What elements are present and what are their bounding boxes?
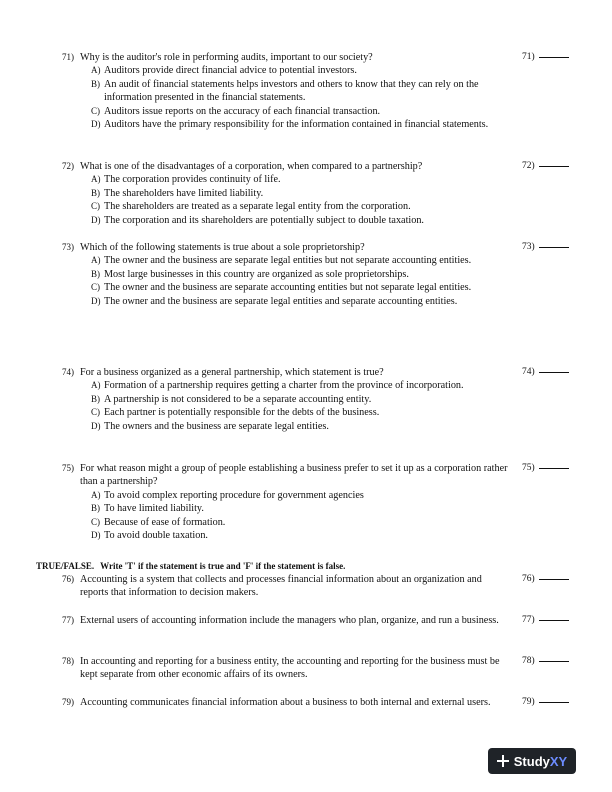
- option-c: C) The shareholders are treated as a separate legal entity from the corporation.: [91, 201, 411, 213]
- question-75: [62, 462, 512, 542]
- section-title: TRUE/FALSE.: [36, 561, 95, 571]
- question-stem: Which of the following statements is true about a sole proprietorship?: [80, 242, 365, 253]
- option-b: B) A partnership is not considered to be a separate accounting entity.: [91, 393, 372, 405]
- option-a: A) The owner and the business are separate legal entities but not separate accounting entities.: [91, 255, 472, 267]
- logo-brand-accent: XY: [549, 753, 568, 769]
- answer-blank-79[interactable]: 79): [522, 697, 569, 707]
- question-stem: In accounting and reporting for a business entity, the accounting and reporting for the business must be kept separate from other economic affairs of its owners.: [80, 656, 500, 681]
- option-b: B) The shareholders have limited liability.: [91, 187, 264, 199]
- option-a: A) To avoid complex reporting procedure for government agencies: [91, 489, 364, 501]
- answer-blank-72[interactable]: 72): [522, 161, 569, 171]
- logo-brand-main: Study: [513, 753, 550, 769]
- option-d: D) The owners and the business are separate legal entities.: [91, 420, 329, 432]
- option-d: D) The corporation and its shareholders are potentially subject to double taxation.: [91, 214, 424, 226]
- question-number: 79): [62, 697, 74, 707]
- option-b: B) An audit of financial statements helps investors and others to know that they can rely on the information presented in the financial statements.: [91, 78, 479, 104]
- option-c: C) Auditors issue reports on the accuracy of each financial transaction.: [91, 105, 381, 117]
- question-number: 73): [62, 242, 74, 252]
- question-78: [62, 655, 512, 682]
- section-heading: [36, 561, 345, 571]
- question-number: 76): [62, 574, 74, 584]
- question-stem: What is one of the disadvantages of a corporation, when compared to a partnership?: [80, 161, 423, 172]
- option-d: D) To avoid double taxation.: [91, 530, 208, 542]
- question-73: [62, 241, 512, 308]
- question-number: 74): [62, 367, 74, 377]
- question-stem: For what reason might a group of people establishing a business prefer to set it up as a corporation rather than a partnership?: [80, 463, 508, 488]
- question-stem: Accounting is a system that collects and processes financial information about an organization and reports that information to decision makers.: [80, 574, 482, 599]
- studyxy-logo[interactable]: [488, 748, 576, 774]
- answer-blank-71[interactable]: 71): [522, 52, 569, 62]
- option-d: D) The owner and the business are separate legal entities and separate accounting entities.: [91, 295, 458, 307]
- answer-blank-77[interactable]: 77): [522, 615, 569, 625]
- option-c: C) Each partner is potentially responsible for the debts of the business.: [91, 407, 380, 419]
- question-number: 78): [62, 656, 74, 666]
- section-instruction: Write 'T' if the statement is true and 'F' if the statement is false.: [100, 561, 346, 571]
- question-79: [62, 696, 512, 709]
- question-stem: External users of accounting information include the managers who plan, organize, and run a business.: [80, 615, 499, 626]
- question-76: [62, 573, 512, 600]
- answer-blank-74[interactable]: 74): [522, 367, 569, 377]
- answer-blank-73[interactable]: 73): [522, 242, 569, 252]
- question-74: [62, 366, 512, 433]
- question-number: 71): [62, 52, 74, 62]
- option-a: A) The corporation provides continuity of life.: [91, 174, 281, 186]
- option-b: B) To have limited liability.: [91, 503, 204, 515]
- question-stem: Why is the auditor's role in performing audits, important to our society?: [80, 52, 373, 63]
- option-b: B) Most large businesses in this country are organized as sole proprietorships.: [91, 268, 409, 280]
- option-c: C) The owner and the business are separate accounting entities but not separate legal entities.: [91, 282, 472, 294]
- question-number: 75): [62, 463, 74, 473]
- question-77: [62, 614, 512, 627]
- answer-blank-75[interactable]: 75): [522, 463, 569, 473]
- option-a: A) Formation of a partnership requires getting a charter from the province of incorporation.: [91, 380, 464, 392]
- plus-icon: [497, 755, 509, 767]
- option-c: C) Because of ease of formation.: [91, 516, 226, 528]
- question-number: 77): [62, 615, 74, 625]
- question-72: [62, 160, 512, 227]
- question-stem: Accounting communicates financial information about a business to both internal and external users.: [80, 697, 491, 708]
- question-stem: For a business organized as a general partnership, which statement is true?: [80, 367, 384, 378]
- answer-blank-76[interactable]: 76): [522, 574, 569, 584]
- question-71: [62, 51, 512, 131]
- question-number: 72): [62, 161, 74, 171]
- option-a: A) Auditors provide direct financial advice to potential investors.: [91, 65, 357, 77]
- answer-blank-78[interactable]: 78): [522, 656, 569, 666]
- option-d: D) Auditors have the primary responsibility for the information contained in financial statements.: [91, 119, 489, 131]
